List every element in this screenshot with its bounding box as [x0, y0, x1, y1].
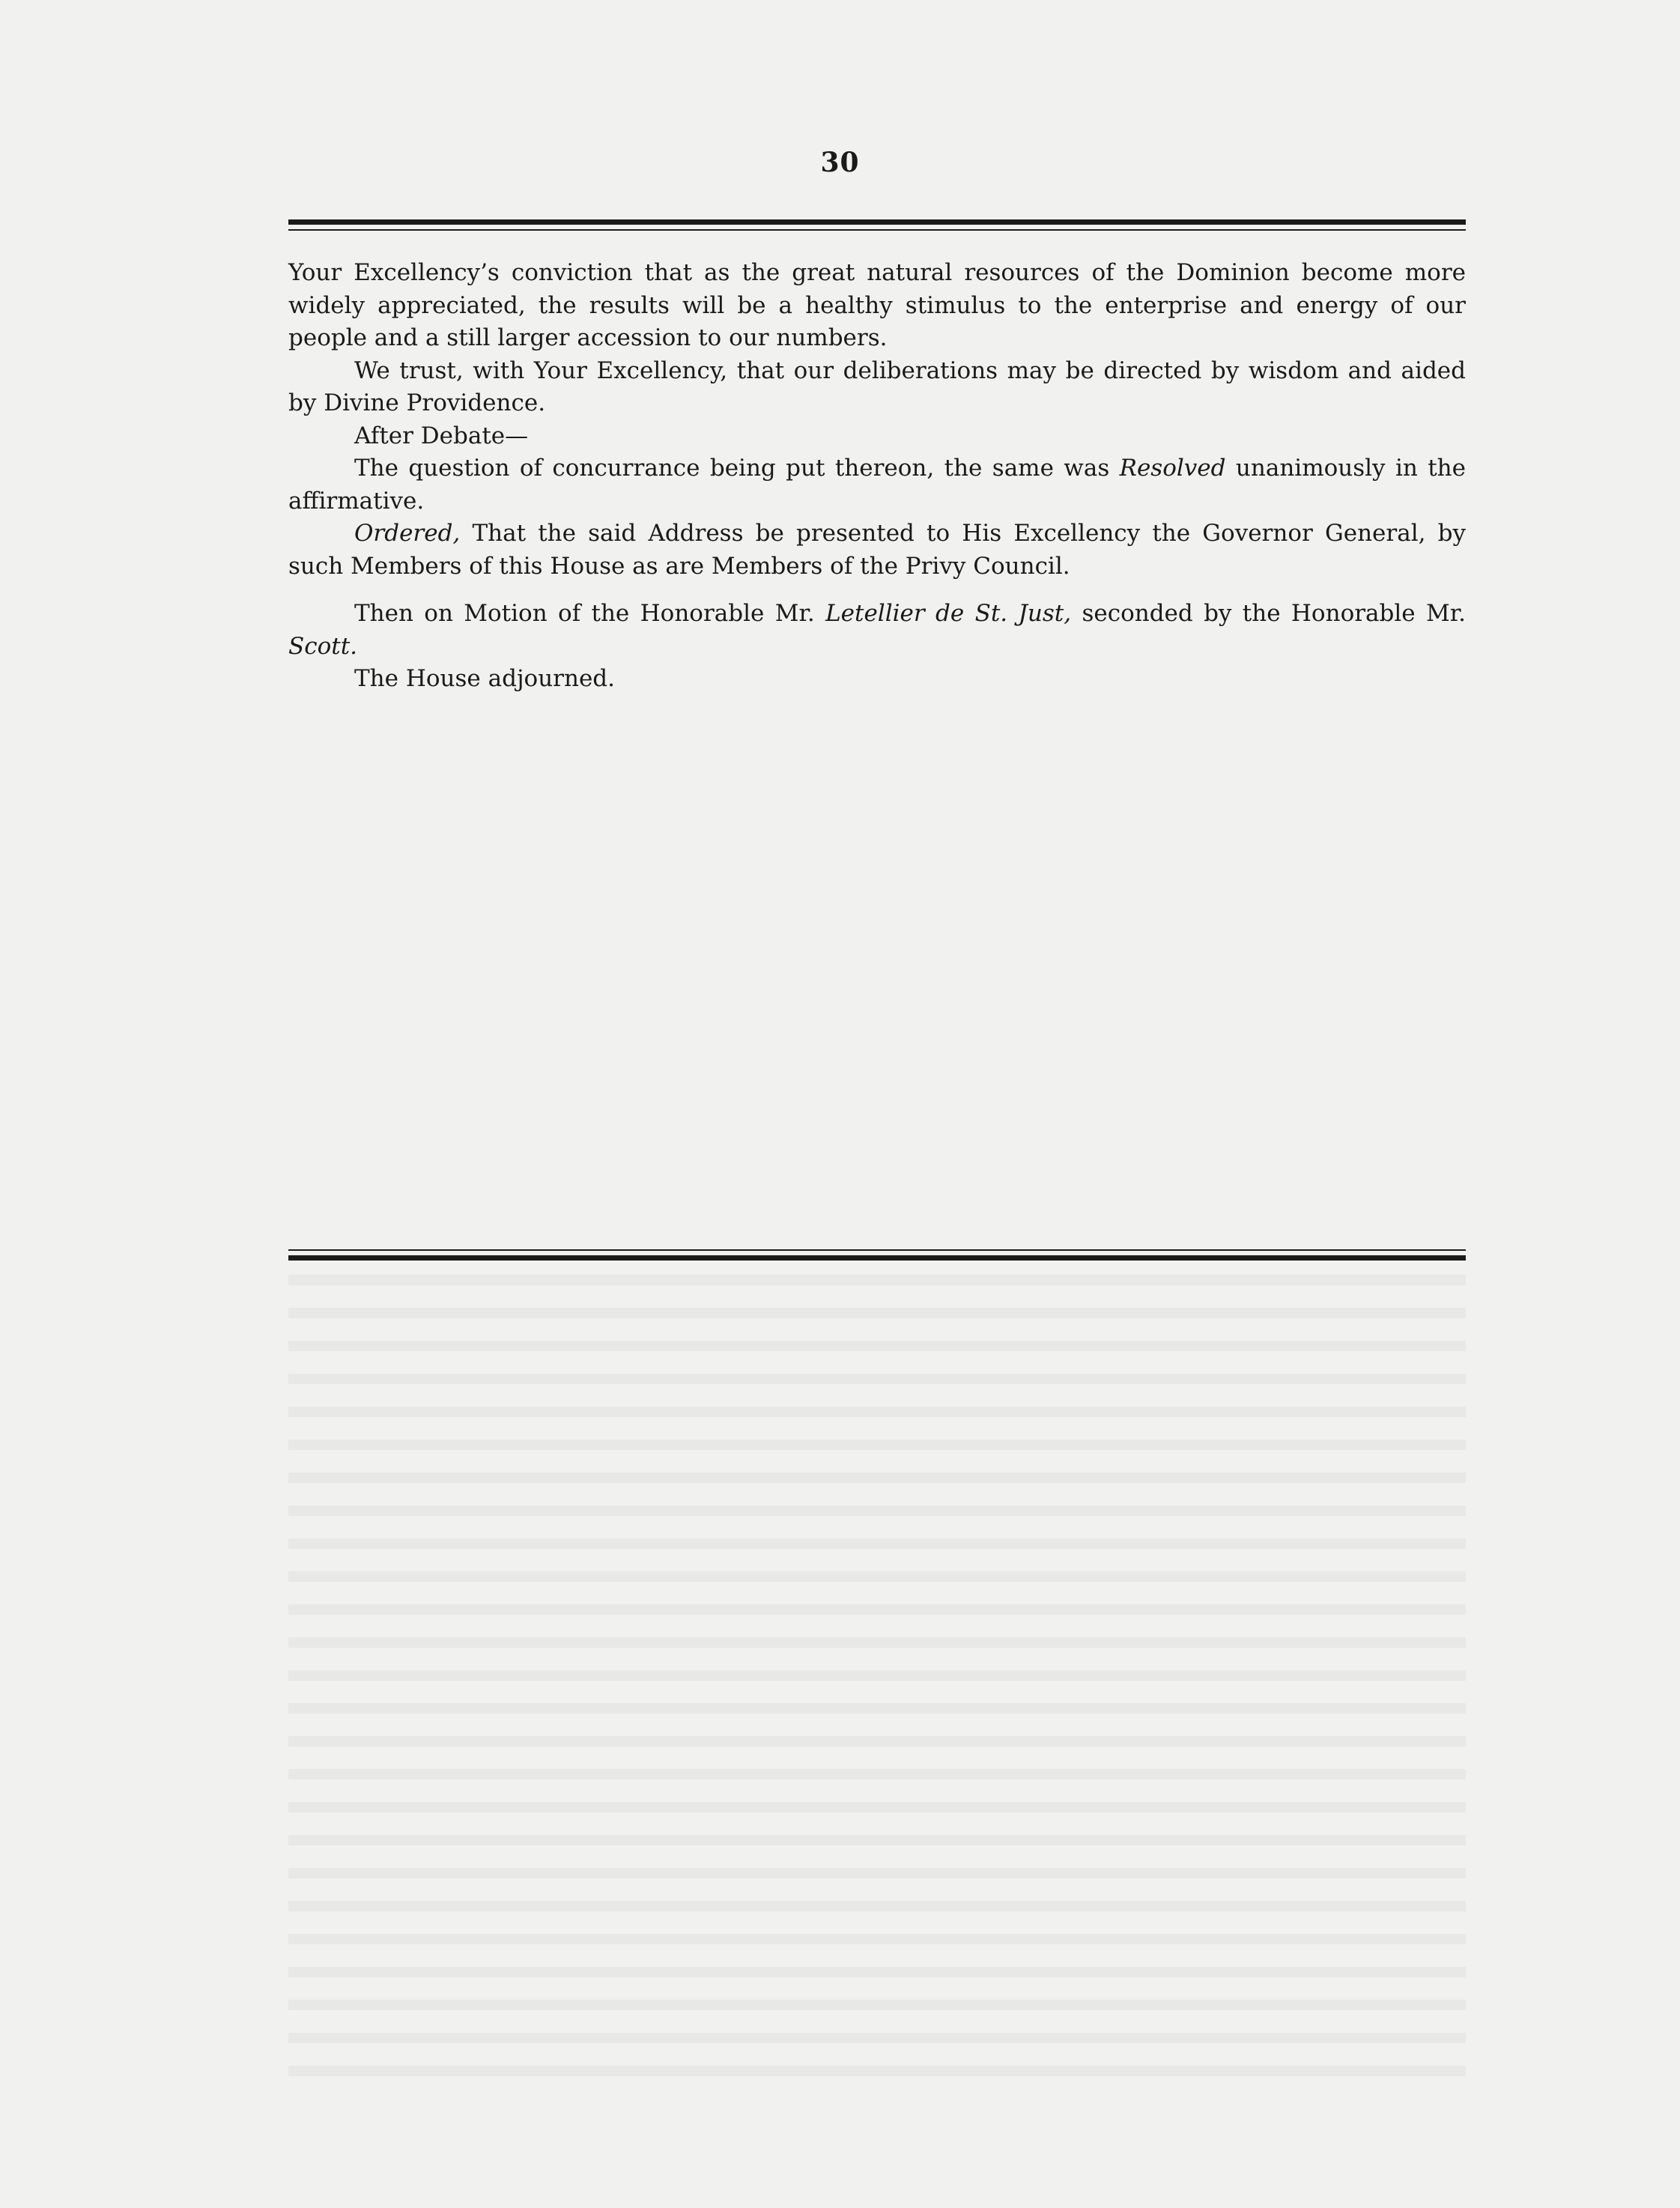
page-number: 30	[820, 147, 860, 178]
document-body	[288, 257, 1466, 696]
paragraph-adjourned: The House adjourned.	[354, 665, 616, 692]
bleed-through-texture	[288, 1258, 1466, 2082]
top-double-rule	[288, 219, 1466, 231]
paragraph-resources: Your Excellency’s conviction that as the great natural resources of the Dominion become more widely appreciated, the results will be a healthy stimulus to the enterprise and energy of our people and a still larger accession to our numbers.	[288, 259, 1466, 351]
motion-mover-name: Letellier de St. Just,	[825, 600, 1072, 627]
resolution-resolved: Resolved	[1119, 455, 1226, 482]
resolution-text-after: unanimously in the affirmative.	[288, 455, 1466, 515]
paragraph-resolution	[288, 452, 1466, 518]
ordered-label: Ordered,	[354, 520, 461, 547]
motion-text-before: Then on Motion of the Honorable Mr.	[354, 600, 826, 627]
resolution-text-before: The question of concurrance being put thereon, the same was	[354, 455, 1120, 482]
paragraph-after-debate: After Debate—	[354, 422, 529, 449]
ordered-text: That the said Address be presented to His Excellency the Governor General, by such Members of this House as are Members of the Privy Council.	[288, 520, 1466, 580]
paragraph-trust: We trust, with Your Excellency, that our deliberations may be directed by wisdom and aided by Divine Providence.	[288, 357, 1466, 416]
motion-seconder-name: Scott.	[288, 632, 358, 660]
motion-text-middle: seconded by the Honorable Mr.	[1071, 600, 1466, 627]
paragraph-motion	[288, 598, 1466, 663]
paragraph-ordered	[288, 518, 1466, 583]
